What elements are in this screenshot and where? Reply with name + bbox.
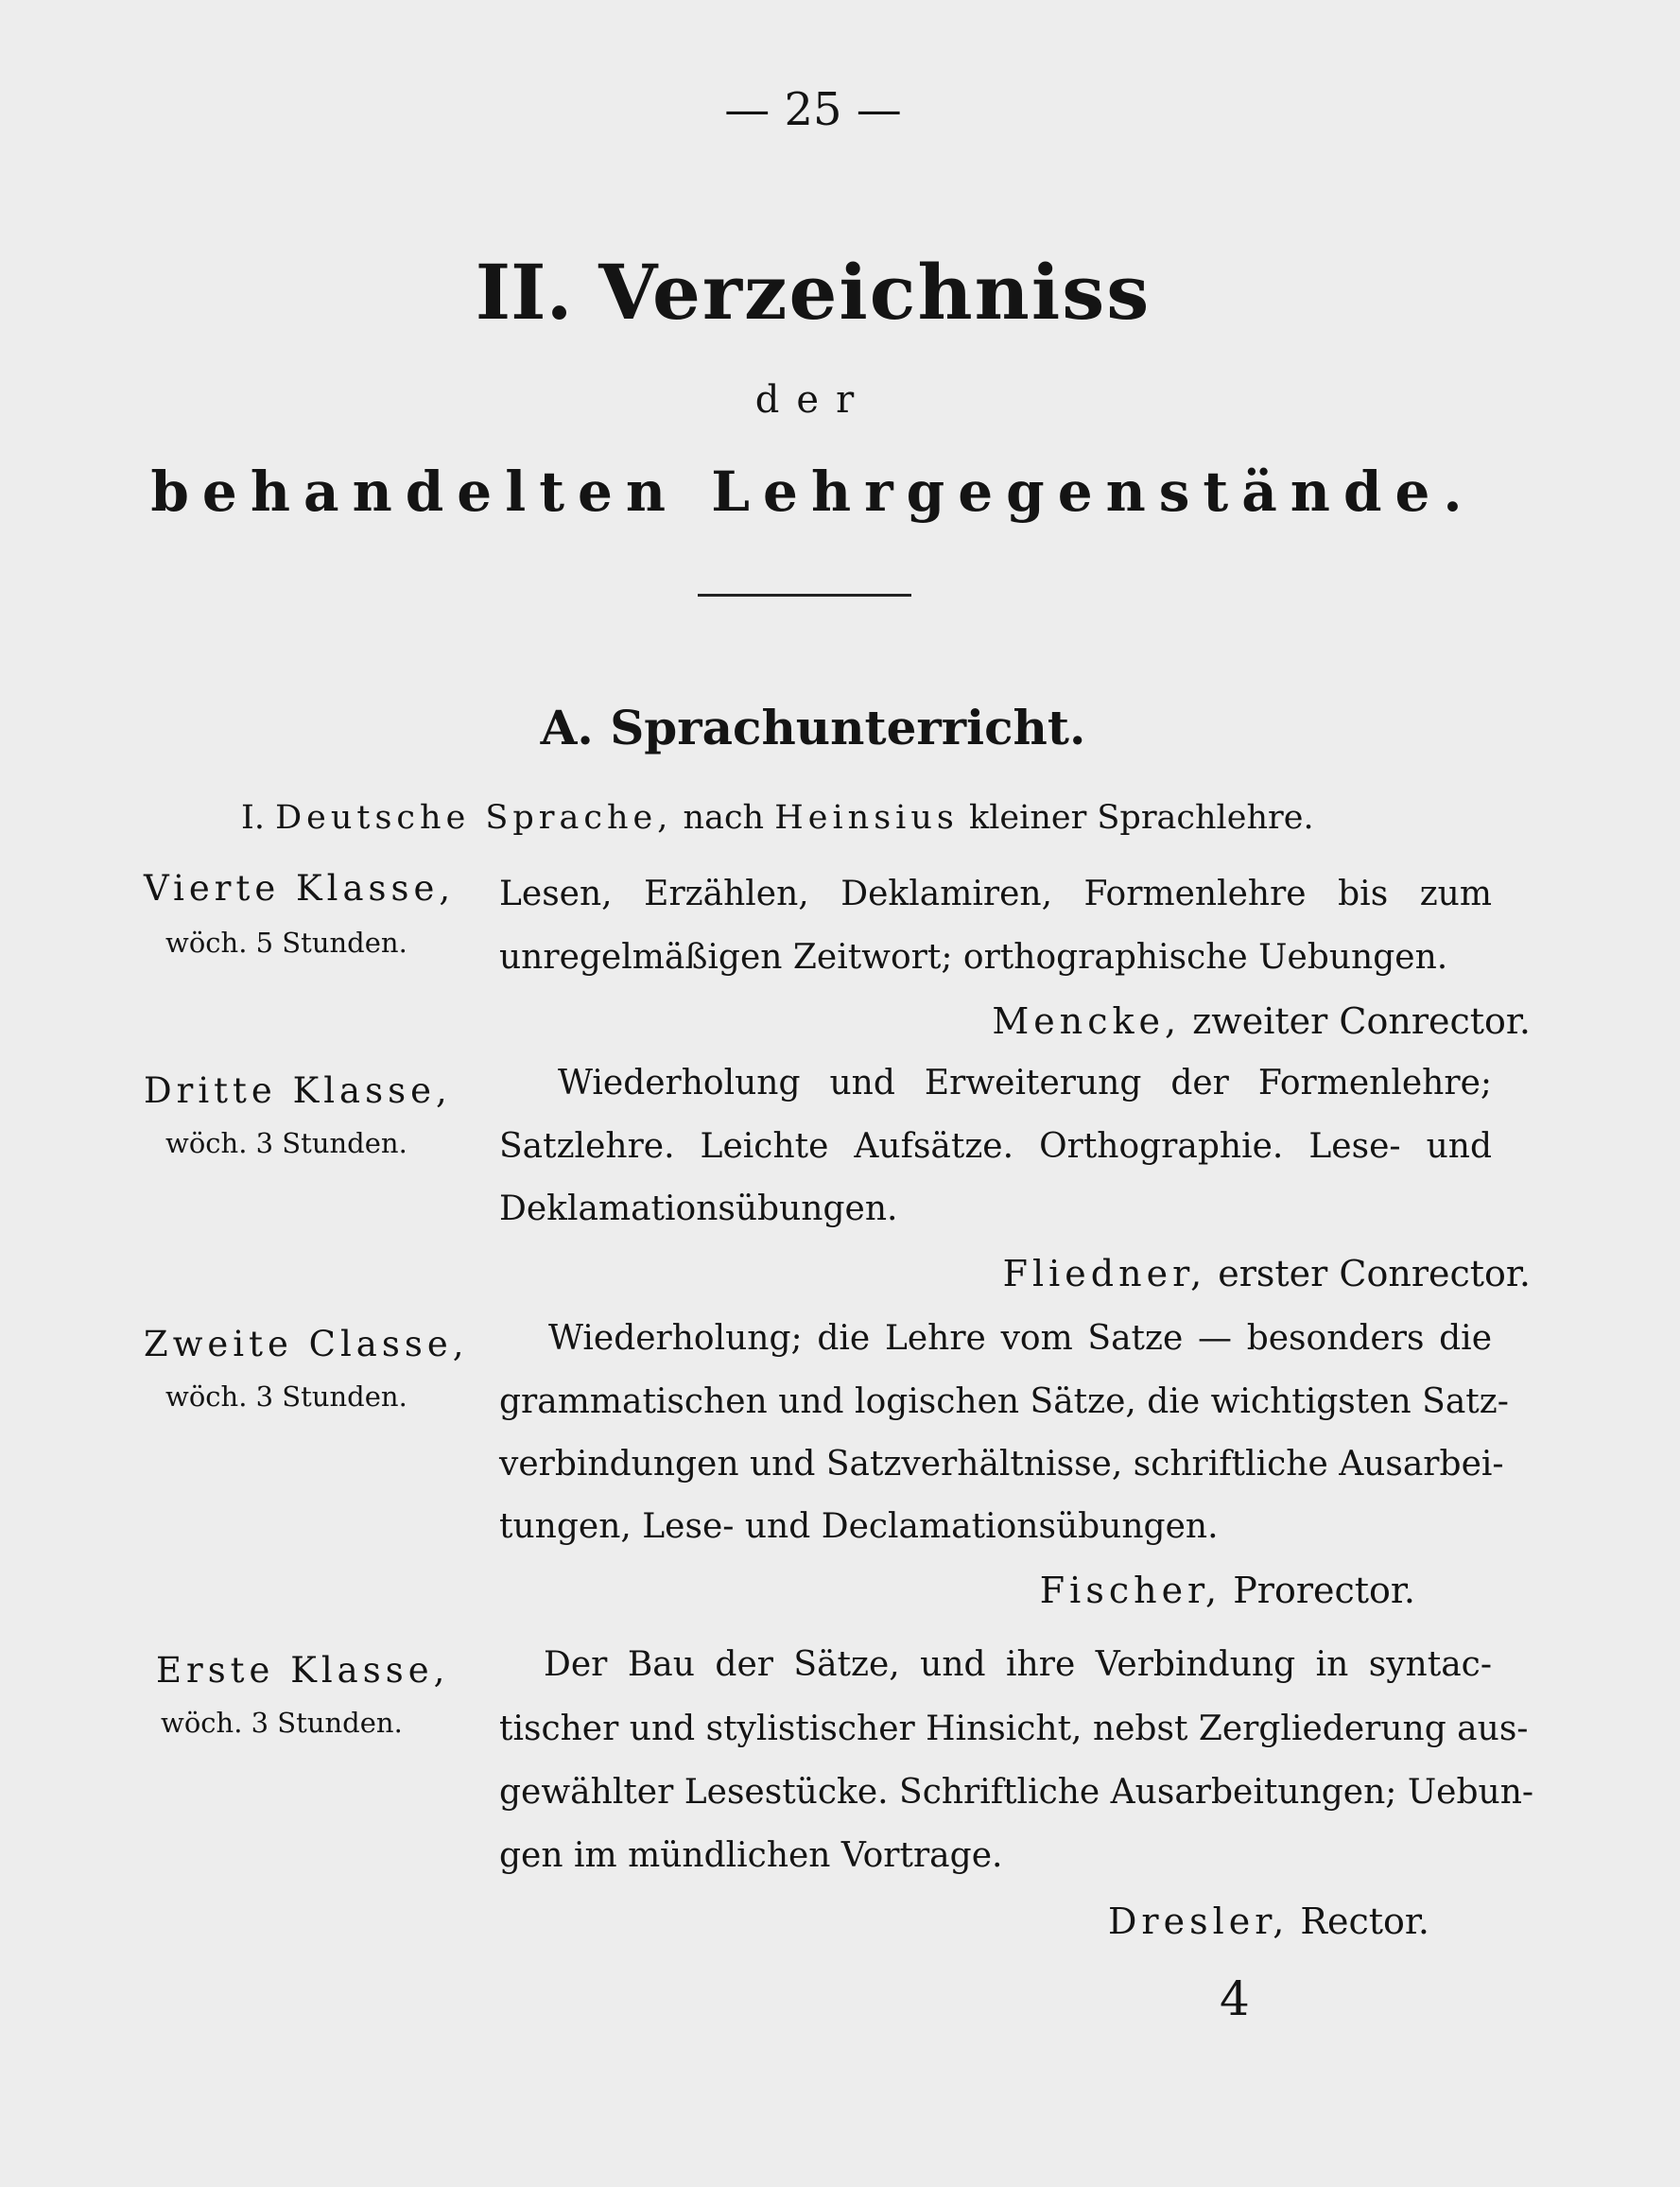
page-number: — 25 — (724, 83, 902, 136)
class-text-line: Wiederholung; die Lehre vom Satze — besonders die (548, 1319, 1492, 1358)
divider-rule (698, 594, 911, 597)
title-word: Verzeichniss (598, 248, 1152, 337)
class-name: Vierte Klasse, (144, 868, 456, 909)
class-text-line: Deklamationsübungen. (499, 1189, 898, 1228)
teacher-credit (1040, 1570, 1415, 1611)
subject-textbook: kleiner Sprachlehre. (969, 799, 1314, 837)
subject-author: Heinsius (774, 799, 959, 837)
teacher-name: Fischer, (1039, 1570, 1222, 1611)
class-text-line: Der Bau der Sätze, und ihre Verbindung in syntac- (544, 1645, 1492, 1684)
section-heading: A. Sprachunterricht. (540, 700, 1086, 755)
teacher-title: Rector. (1300, 1901, 1429, 1942)
page-title (0, 248, 1626, 337)
teacher-title: Prorector. (1233, 1570, 1415, 1611)
class-hours: wöch. 5 Stunden. (165, 927, 407, 959)
class-text-line: Satzlehre. Leichte Aufsätze. Orthographie. Lese- und (499, 1127, 1492, 1166)
title-roman-numeral: II. (475, 248, 573, 337)
class-text-line: gewählter Lesestücke. Schriftliche Ausarbeitungen; Uebun- (499, 1773, 1534, 1812)
teacher-title: zweiter Conrector. (1192, 1000, 1531, 1042)
teacher-credit (992, 1000, 1531, 1042)
class-text-line: tungen, Lese- und Declamationsübungen. (499, 1507, 1219, 1546)
class-text-line: Wiederholung und Erweiterung der Formenlehre; (558, 1064, 1492, 1102)
teacher-name: Dresler, (1107, 1901, 1290, 1942)
class-name: Zweite Classe, (144, 1324, 469, 1364)
title-subtitle: behandelten Lehrgegenstände. (150, 460, 1476, 524)
teacher-name: Mencke, (992, 1000, 1182, 1042)
class-hours: wöch. 3 Stunden. (165, 1380, 407, 1413)
class-text-line: Lesen, Erzählen, Deklamiren, Formenlehre bis zum (499, 875, 1492, 913)
class-hours: wöch. 3 Stunden. (161, 1707, 403, 1739)
class-text-line: verbindungen und Satzverhältnisse, schriftliche Ausarbei- (499, 1445, 1504, 1484)
subject-connector: nach (683, 799, 765, 837)
class-name: Dritte Klasse, (144, 1070, 452, 1111)
teacher-credit (1003, 1253, 1531, 1294)
teacher-credit (1108, 1901, 1429, 1942)
class-name: Erste Klasse, (156, 1650, 450, 1691)
class-text-line: gen im mündlichen Vortrage. (499, 1836, 1003, 1875)
class-text-line: grammatischen und logischen Sätze, die wichtigsten Satz- (499, 1382, 1509, 1421)
subject-number: I. (241, 799, 265, 837)
signature-mark: 4 (1220, 1971, 1250, 2026)
class-hours: wöch. 3 Stunden. (165, 1127, 407, 1159)
teacher-name: Fliedner, (1002, 1253, 1207, 1294)
class-text-line: tischer und stylistischer Hinsicht, nebst Zergliederung aus- (499, 1710, 1529, 1748)
teacher-title: erster Conrector. (1218, 1253, 1531, 1294)
class-text-line: unregelmäßigen Zeitwort; orthographische Uebungen. (499, 938, 1448, 977)
subject-heading (241, 799, 1314, 837)
title-der: der (754, 378, 872, 422)
subject-name: Deutsche Sprache, (275, 799, 673, 837)
